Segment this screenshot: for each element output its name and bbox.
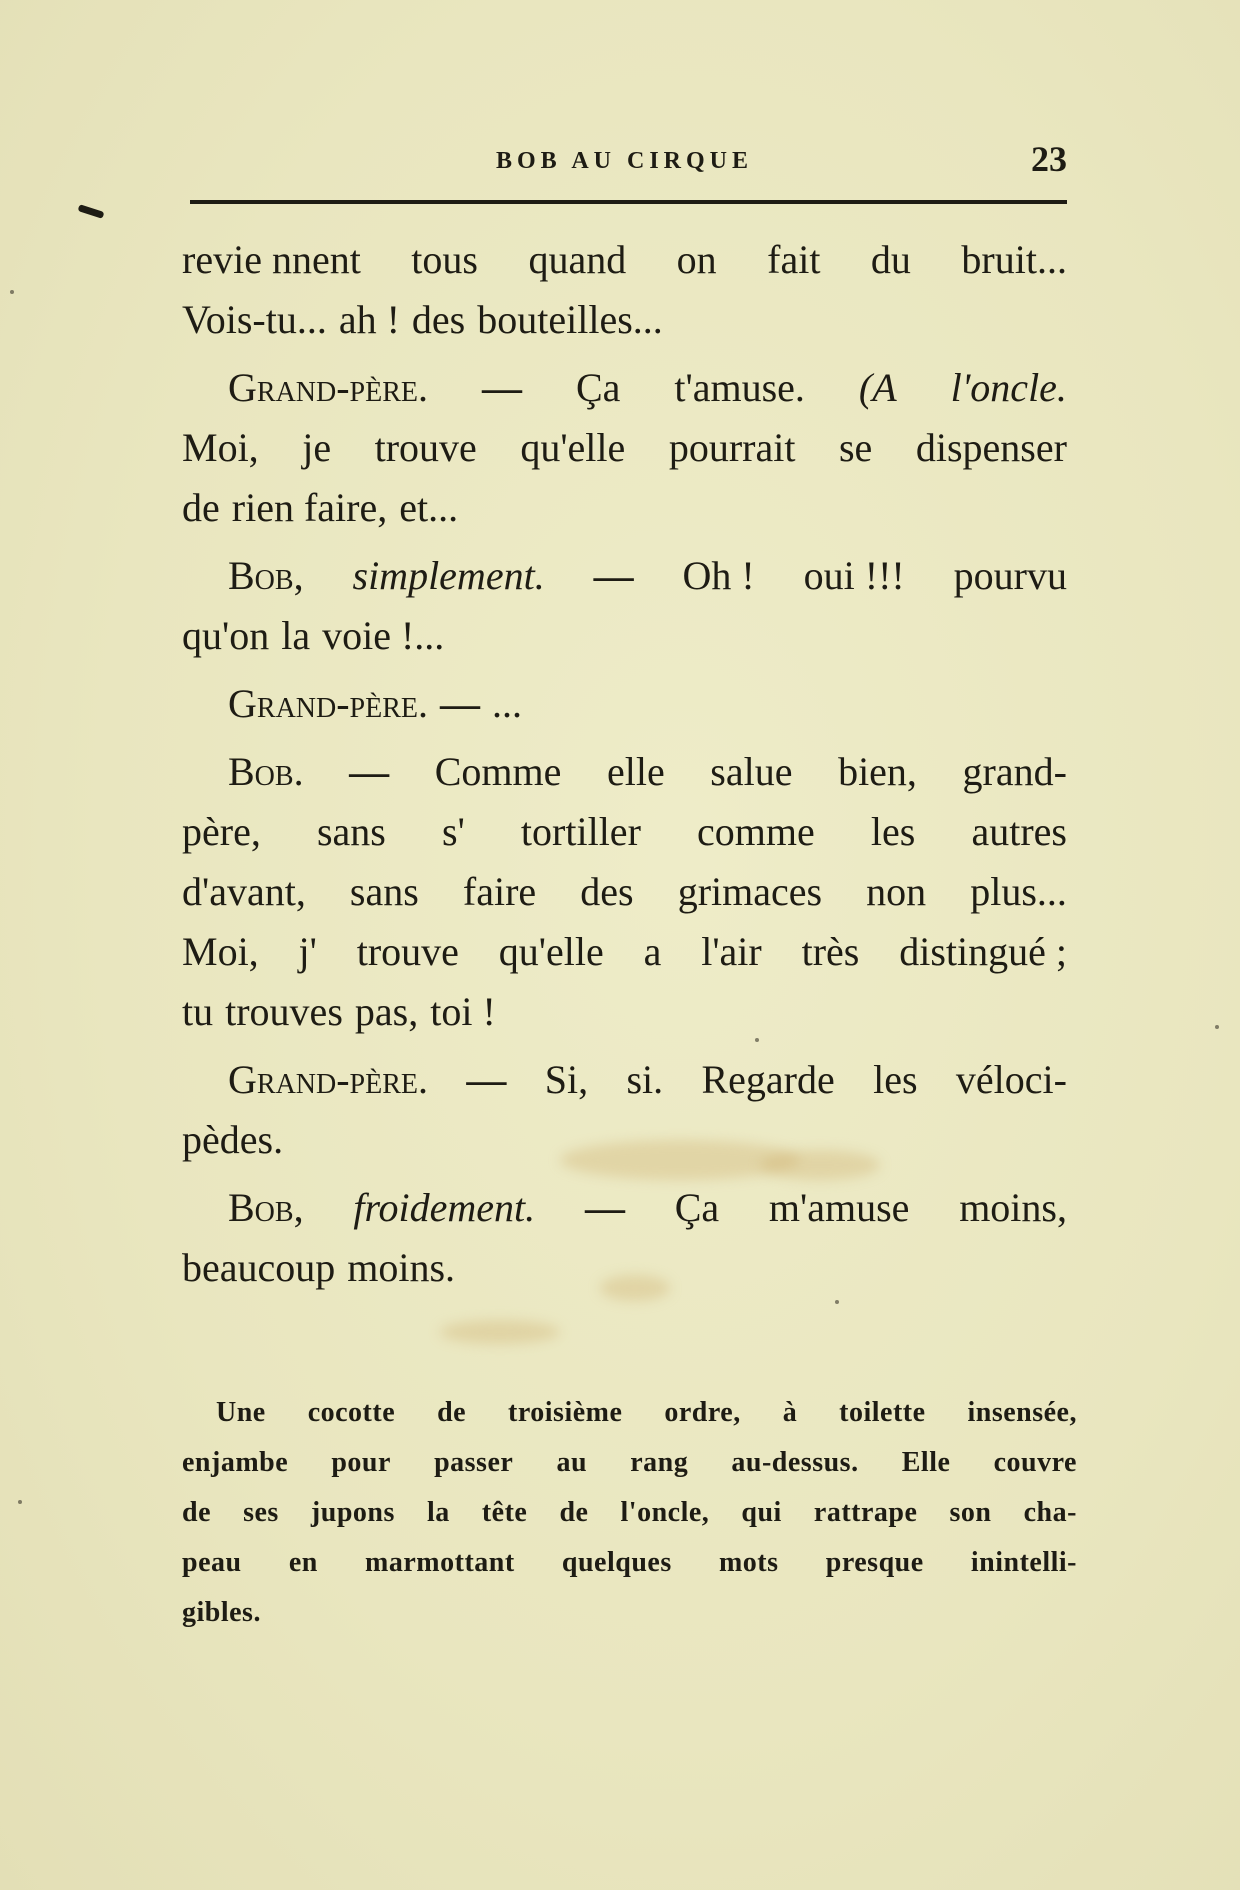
stage-direction: (A [858, 365, 897, 410]
word: peau [182, 1547, 242, 1578]
note-line [182, 1488, 1077, 1538]
word: l'air [701, 929, 762, 974]
word: gibles. [182, 1597, 261, 1628]
word: revie nnent [182, 237, 361, 282]
word: Moi, [182, 425, 259, 470]
word: enjambe [182, 1447, 289, 1478]
word: trouves [225, 989, 343, 1034]
word: rattrape [813, 1497, 918, 1528]
text-line [182, 862, 1067, 922]
word: véloci- [955, 1057, 1067, 1102]
word: dispenser [915, 425, 1067, 470]
word: Si, [544, 1057, 589, 1102]
word: autres [971, 809, 1067, 854]
word: Regarde [701, 1057, 835, 1102]
word: rien faire, [231, 485, 388, 530]
word: s' [442, 809, 465, 854]
word: marmottant [365, 1547, 515, 1578]
word: se [838, 425, 873, 470]
word: qu'on [182, 613, 270, 658]
stage-note [182, 1388, 1077, 1638]
stage-direction: simplement. [352, 553, 545, 598]
word: fait [767, 237, 821, 282]
word: salue [710, 749, 793, 794]
word: pourrait [668, 425, 796, 470]
word: son [949, 1497, 992, 1528]
word: les [873, 1057, 918, 1102]
word: tête [481, 1497, 528, 1528]
word: Oh ! [682, 553, 755, 598]
speaker-name: Grand-père. [228, 681, 428, 726]
paper-stain [440, 1320, 560, 1344]
word: sans [316, 809, 386, 854]
text-line [182, 674, 1067, 734]
word: Une [216, 1397, 266, 1428]
word: a [643, 929, 662, 974]
text-line [182, 358, 1067, 418]
note-line [182, 1588, 1077, 1638]
paper-speck [10, 290, 14, 294]
word: pas, [354, 989, 419, 1034]
word: t'amuse. [674, 365, 805, 410]
word: très [801, 929, 860, 974]
word: Vois-tu... [182, 297, 327, 342]
text-line [182, 1238, 1067, 1298]
word: insensée, [967, 1397, 1077, 1428]
word: ah ! [338, 297, 400, 342]
word: toi ! [430, 989, 496, 1034]
word: presque [825, 1547, 924, 1578]
word: pèdes. [182, 1117, 284, 1162]
text-line [182, 1178, 1067, 1238]
word: quand [528, 237, 627, 282]
word: tu [182, 989, 214, 1034]
word: si. [626, 1057, 664, 1102]
stage-direction: l'oncle. [950, 365, 1067, 410]
word: ordre, [664, 1397, 741, 1428]
word: voie !... [322, 613, 445, 658]
word: de [559, 1497, 589, 1528]
word: beaucoup [182, 1245, 336, 1290]
word: moins, [959, 1185, 1067, 1230]
word: Ça [575, 365, 621, 410]
word: au-dessus. [731, 1447, 859, 1478]
word: je [302, 425, 332, 470]
paper-speck [18, 1500, 22, 1504]
word: distingué ; [899, 929, 1067, 974]
word: d'avant, [182, 869, 306, 914]
word: mots [718, 1547, 779, 1578]
word: de [182, 1497, 211, 1528]
word: — [593, 553, 634, 598]
word: toilette [839, 1397, 926, 1428]
text-line [182, 982, 1067, 1042]
word: grand- [962, 749, 1067, 794]
text-line [182, 1110, 1067, 1170]
word: de [182, 485, 220, 530]
header-rule [190, 200, 1067, 204]
word: — [440, 681, 480, 726]
text-line [182, 230, 1067, 290]
word: oui !!! [803, 553, 905, 598]
word: trouve [374, 425, 477, 470]
paper-speck [1215, 1025, 1219, 1029]
word: Moi, [182, 929, 259, 974]
speaker-name: Bob. [228, 749, 304, 794]
note-line [182, 1438, 1077, 1488]
word: père, [182, 809, 261, 854]
text-line [182, 742, 1067, 802]
word: moins. [347, 1245, 456, 1290]
word: — [584, 1185, 625, 1230]
speaker-name: Bob, [228, 1185, 304, 1230]
word: du [870, 237, 911, 282]
word: bouteilles... [477, 297, 663, 342]
text-line [182, 290, 1067, 350]
word: Elle [901, 1447, 951, 1478]
word: à [782, 1397, 798, 1428]
running-title: BOB AU CIRQUE [495, 148, 754, 174]
word: faire [462, 869, 537, 914]
word: quelques [561, 1547, 672, 1578]
word: en [288, 1547, 318, 1578]
word: ses [243, 1497, 279, 1528]
word: m'amuse [768, 1185, 910, 1230]
word: bruit... [961, 237, 1067, 282]
paper-speck [835, 1300, 839, 1304]
word: — [481, 365, 522, 410]
dialogue-text [182, 230, 1067, 1298]
text-line [182, 922, 1067, 982]
word: elle [606, 749, 665, 794]
speaker-name: Grand-père. [228, 1057, 428, 1102]
page-number: 23 [1031, 139, 1067, 179]
word: inintelli- [970, 1547, 1077, 1578]
word: cocotte [307, 1397, 396, 1428]
text-line [182, 478, 1067, 538]
word: trouve [356, 929, 459, 974]
text-line [182, 546, 1067, 606]
word: plus... [970, 869, 1067, 914]
word: de [437, 1397, 467, 1428]
word: qui [741, 1497, 782, 1528]
text-line [182, 1050, 1067, 1110]
word: Ça [674, 1185, 720, 1230]
word: cha- [1023, 1497, 1077, 1528]
text-line [182, 418, 1067, 478]
word: tortiller [520, 809, 641, 854]
word: passer [434, 1447, 514, 1478]
word: non [866, 869, 927, 914]
word: pourvu [953, 553, 1067, 598]
word: comme [697, 809, 815, 854]
word: qu'elle [520, 425, 626, 470]
word: sans [349, 869, 419, 914]
note-line [182, 1388, 1077, 1438]
word: rang [630, 1447, 689, 1478]
word: jupons [310, 1497, 395, 1528]
word: grimaces [677, 869, 823, 914]
word: des [580, 869, 634, 914]
word: bien, [838, 749, 917, 794]
word: troisième [508, 1397, 623, 1428]
word: l'oncle, [620, 1497, 710, 1528]
word: la [281, 613, 311, 658]
word: au [556, 1447, 588, 1478]
ink-mark [78, 204, 105, 219]
word: des [411, 297, 466, 342]
speaker-name: Grand-père. [228, 365, 428, 410]
speaker-name: Bob, [228, 553, 304, 598]
text-line [182, 802, 1067, 862]
word: et... [399, 485, 459, 530]
word: la [426, 1497, 450, 1528]
word: pour [331, 1447, 391, 1478]
word: tous [411, 237, 478, 282]
word: couvre [993, 1447, 1077, 1478]
word: on [676, 237, 717, 282]
word: Comme [434, 749, 562, 794]
stage-direction: froidement. [353, 1185, 536, 1230]
word: — [466, 1057, 507, 1102]
word: les [870, 809, 916, 854]
page-header [182, 138, 1067, 188]
note-line [182, 1538, 1077, 1588]
word: — [349, 749, 390, 794]
text-line [182, 606, 1067, 666]
word: j' [298, 929, 317, 974]
word: ... [492, 681, 522, 726]
word: qu'elle [498, 929, 604, 974]
